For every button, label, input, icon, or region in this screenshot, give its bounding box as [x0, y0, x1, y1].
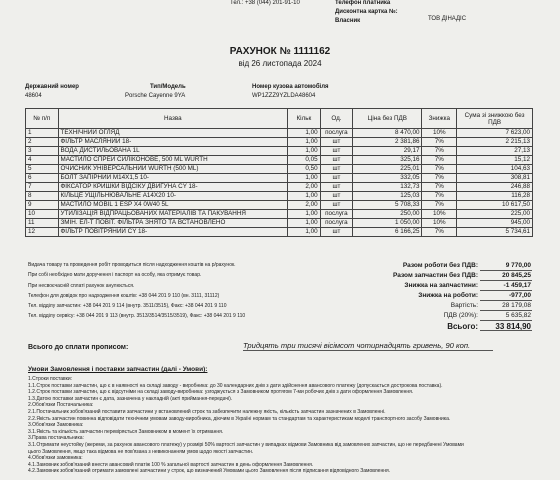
payment-label: Всього до сплати прописом:: [28, 344, 129, 351]
items-table: [25, 108, 533, 237]
row-unit: послуга: [320, 210, 353, 219]
row-discount: 7%: [422, 183, 457, 192]
total-label: Разом запчастин без ПДВ:: [393, 272, 478, 279]
invoice-date: від 26 листопада 2024: [238, 59, 322, 68]
total-value: 28 179,08: [502, 302, 531, 309]
row-price: 29,17: [353, 147, 422, 156]
payment-words: Тридцять три тисячі вісімсот чотирнадцять гривень, 90 коп.: [243, 341, 471, 350]
row-qty: 1,00: [288, 210, 321, 219]
total-label: ПДВ (20%):: [443, 312, 478, 319]
col-number: № п/п: [26, 109, 59, 129]
total-value: 9 770,00: [505, 262, 531, 269]
row-unit: послуга: [320, 129, 353, 138]
row-price: 332,05: [353, 174, 422, 183]
total-underline: [480, 290, 532, 291]
row-unit: шт: [320, 138, 353, 147]
row-name: МАСТИЛО СПРЕЙ СИЛІКОНОВЕ, 500 ML WURTH: [58, 156, 288, 165]
total-label: Всього:: [447, 322, 478, 331]
row-unit: шт: [320, 156, 353, 165]
row-sum: 308,81: [457, 174, 533, 183]
row-discount: 7%: [422, 165, 457, 174]
model-value: Porsche Cayenne 9YA: [125, 93, 186, 99]
row-qty: 1,00: [288, 192, 321, 201]
table-row: [26, 192, 533, 201]
row-number: 5: [26, 165, 59, 174]
row-name: ВОДА ДИСТИЛЬОВАНА 1L: [58, 147, 288, 156]
col-qty: Кільк: [288, 109, 321, 129]
total-underline: [480, 320, 532, 321]
row-sum: 2 215,13: [457, 138, 533, 147]
condition-line: 2.1.Постачальник зобов'язаний поставити запчастини у встановлений строк та забезпечити належну якість, кількість запчастин зазначених в Замовленні.: [28, 409, 386, 415]
col-unit: Од.: [320, 109, 353, 129]
row-price: 1 050,00: [353, 219, 422, 228]
row-qty: 1,00: [288, 129, 321, 138]
row-number: 3: [26, 147, 59, 156]
total-value: 5 635,82: [505, 312, 531, 319]
row-number: 10: [26, 210, 59, 219]
row-price: 250,00: [353, 210, 422, 219]
row-price: 132,73: [353, 183, 422, 192]
total-underline: [480, 330, 532, 331]
row-sum: 10 617,50: [457, 201, 533, 210]
row-sum: 246,88: [457, 183, 533, 192]
total-value: -1 459,17: [503, 282, 531, 289]
row-number: 11: [26, 219, 59, 228]
table-row: [26, 228, 533, 237]
row-qty: 1,00: [288, 228, 321, 237]
row-name: ОЧИСНИК УНІВЕРСАЛЬНИЙ WURTH (500 ML): [58, 165, 288, 174]
total-underline: [480, 300, 532, 301]
row-unit: шт: [320, 228, 353, 237]
row-discount: 7%: [422, 156, 457, 165]
row-number: 12: [26, 228, 59, 237]
row-sum: 104,63: [457, 165, 533, 174]
row-name: ФІЛЬТР ПОВІТРЯНИЙ CY 18-: [58, 228, 288, 237]
owner-label: Власник: [335, 18, 361, 24]
owner-value: ТОВ ДІНАДІС: [428, 16, 467, 22]
row-name: КІЛЬЦЕ УЩІЛЬНЮВАЛЬНЕ А14Х20 10-: [58, 192, 288, 201]
row-unit: шт: [320, 165, 353, 174]
vin-value: WP1ZZZ9YZLDA48604: [252, 93, 316, 99]
row-name: МАСТИЛО MOBIL 1 ESP X4 0W40 5L: [58, 201, 288, 210]
col-name: Назва: [58, 109, 288, 129]
total-underline: [480, 280, 532, 281]
condition-line: 2.Обов'язки Постачальника:: [28, 402, 94, 409]
row-number: 6: [26, 174, 59, 183]
row-price: 325,16: [353, 156, 422, 165]
total-underline: [480, 310, 532, 311]
row-qty: 1,00: [288, 219, 321, 228]
row-name: ЗМІН. ЕЛ-Т ПОВІТ. ФІЛЬТРА ЗНЯТО ТА ВСТАНОВЛЕНО: [58, 219, 288, 228]
col-price: Ціна без ПДВ: [353, 109, 422, 129]
col-sum: Сума зі знижкою без ПДВ: [457, 109, 533, 129]
vin-label: Номер кузова автомобіля: [252, 84, 329, 90]
row-name: ФІЛЬТР МАСЛЯНИЙ 18-: [58, 138, 288, 147]
note-line-2: При собі необхідно мати доручення і паспорт на особу, яка отримує товар.: [28, 272, 202, 278]
row-number: 7: [26, 183, 59, 192]
condition-line: 3.1.Отримати неустойку (жереми, за рахунок авансового платежу) у розмірі 50% вартості запчастин у випадках відмови Замовника від замовлених запчастин, що не передбачені Умовами: [28, 442, 464, 448]
model-label: Тип/Модель: [150, 84, 186, 90]
row-name: ТЕХНІЧНИЙ ОГЛЯД: [58, 129, 288, 138]
plate-value: 48604: [25, 93, 42, 99]
row-unit: шт: [320, 183, 353, 192]
row-sum: 15,12: [457, 156, 533, 165]
condition-line: 3.1.Якість та кількість запчастин перевіряється Замовником в момент їх отримання.: [28, 428, 224, 435]
total-value: -977,00: [508, 292, 531, 299]
condition-line: 2.2.Якість запчастин повинна відповідати технічним умовам заводу-виробника, діючим в Україні нормам та стандартам та характеристикам моделі транспортного засобу Замовника.: [28, 415, 451, 422]
row-qty: 0,05: [288, 156, 321, 165]
row-sum: 7 623,00: [457, 129, 533, 138]
total-value: 20 845,25: [502, 272, 531, 279]
table-header-row: [26, 109, 533, 129]
row-price: 225,01: [353, 165, 422, 174]
row-sum: 225,00: [457, 210, 533, 219]
note-line-3: При несвоєчасній сплаті рахунок анулюється.: [28, 283, 135, 289]
total-label: Знижка на роботи:: [418, 292, 478, 299]
table-row: [26, 147, 533, 156]
condition-line: 4.Обов'язки замовника:: [28, 455, 83, 462]
table-row: [26, 129, 533, 138]
table-row: [26, 156, 533, 165]
plate-label: Державний номер: [25, 84, 79, 90]
payer-phone-label: Телефон платника: [335, 0, 391, 6]
row-qty: 0,50: [288, 165, 321, 174]
condition-line: 4.2.Замовник зобов'язаний отримати замовлені запчастини у строк, що визначений Умовами цього Замовлення після підписання відповідного Замовлення.: [28, 468, 391, 475]
col-discount: Знижка: [422, 109, 457, 129]
company-phone: Тел.: +38 (044) 201-91-10: [230, 0, 300, 6]
row-unit: шт: [320, 147, 353, 156]
table-row: [26, 138, 533, 147]
row-discount: 10%: [422, 210, 457, 219]
row-discount: 7%: [422, 147, 457, 156]
invoice-title: РАХУНОК № 1111162: [229, 46, 331, 57]
condition-line: 4.1.Замовник зобов'язаний внести авансовий платіж 100 % загальної вартості запчастин в день оформлення Замовлення.: [28, 461, 314, 468]
row-name: БОЛТ ЗАПІРНИЙ М14Х1,5 10-: [58, 174, 288, 183]
row-discount: 7%: [422, 138, 457, 147]
row-number: 1: [26, 129, 59, 138]
row-sum: 27,13: [457, 147, 533, 156]
condition-line: 1.3.Датою поставки запчастин є дата, зазначена у накладній (акті приймання-передачі).: [28, 395, 233, 402]
row-unit: шт: [320, 192, 353, 201]
row-sum: 945,00: [457, 219, 533, 228]
total-value: 33 814,90: [495, 322, 531, 331]
row-qty: 1,00: [288, 174, 321, 183]
table-row: [26, 165, 533, 174]
condition-line: 3.Обов'язки Замовника:: [28, 422, 84, 429]
row-price: 5 708,33: [353, 201, 422, 210]
row-qty: 2,00: [288, 183, 321, 192]
condition-line: 1.Строки поставки:: [28, 376, 73, 382]
row-qty: 1,00: [288, 147, 321, 156]
row-number: 2: [26, 138, 59, 147]
row-discount: 7%: [422, 174, 457, 183]
note-line-4: Телефон для довідок про надходження коштів: +38 044 201 9 110 (вн. 3111, 31112): [28, 293, 220, 299]
row-number: 8: [26, 192, 59, 201]
row-unit: послуга: [320, 219, 353, 228]
row-discount: 10%: [422, 219, 457, 228]
condition-line: 1.2.Строк поставки запчастин, що є відсутніми на складі заводу-виробника: узгоджується з Замовником протягом 7-ми робочих днів з дати оформлення Замовлення.: [28, 389, 414, 396]
table-row: [26, 201, 533, 210]
table-row: [26, 174, 533, 183]
payment-underline: [243, 350, 493, 351]
condition-line: 1.1.Строк поставки запчастин, що є в наявності на складі заводу - виробника: до 30 календарних днів з дати здійснення авансового платежу (допускається дострокова поставка).: [28, 382, 443, 389]
note-line-5: Тел. відділу запчастин: +38 044 201 9 114 (внутр. 3511/3515), Факс: +38 044 201 9 110: [28, 303, 227, 309]
row-discount: 7%: [422, 228, 457, 237]
condition-line: цього Замовлення, якщо така відмова не пов'язана з невиконанням умов щодо якості запчастин.: [28, 448, 254, 455]
row-price: 6 166,25: [353, 228, 422, 237]
row-qty: 2,00: [288, 201, 321, 210]
note-line-6: Тел. відділу сервісу: +38 044 201 9 113 (внутр. 3513/3514/3515/3519), Факс: +38 044 201 9 110: [28, 313, 246, 319]
note-line-1: Видача товару та проведення робіт проводиться після надходження коштів на р/рахунок.: [28, 262, 236, 268]
table-row: [26, 183, 533, 192]
row-unit: шт: [320, 201, 353, 210]
row-discount: 10%: [422, 129, 457, 138]
row-name: УТИЛІЗАЦІЯ ВІДПРАЦЬОВАНИХ МАТЕРІАЛІВ ТА ПАКУВАННЯ: [58, 210, 288, 219]
row-name: ФІКСАТОР КРИШКИ ВІДСІКУ ДВИГУНА CY 18-: [58, 183, 288, 192]
total-label: Разом роботи без ПДВ:: [402, 262, 478, 269]
total-underline: [480, 270, 532, 271]
total-label: Знижка на запчастини:: [404, 282, 478, 289]
row-qty: 1,00: [288, 138, 321, 147]
discount-card-label: Дисконтна картка №:: [335, 9, 398, 15]
table-row: [26, 219, 533, 228]
row-sum: 116,28: [457, 192, 533, 201]
conditions-title: Умови Замовлення і поставки запчастин (далі - Умови):: [28, 366, 208, 373]
row-discount: 7%: [422, 192, 457, 201]
row-price: 2 381,86: [353, 138, 422, 147]
row-number: 4: [26, 156, 59, 165]
table-row: [26, 210, 533, 219]
row-price: 8 470,00: [353, 129, 422, 138]
condition-line: 3.Права постачальника:: [28, 435, 84, 442]
row-sum: 5 734,61: [457, 228, 533, 237]
row-price: 125,03: [353, 192, 422, 201]
row-number: 9: [26, 201, 59, 210]
row-discount: 7%: [422, 201, 457, 210]
total-label: Вартість:: [450, 302, 478, 309]
row-unit: шт: [320, 174, 353, 183]
